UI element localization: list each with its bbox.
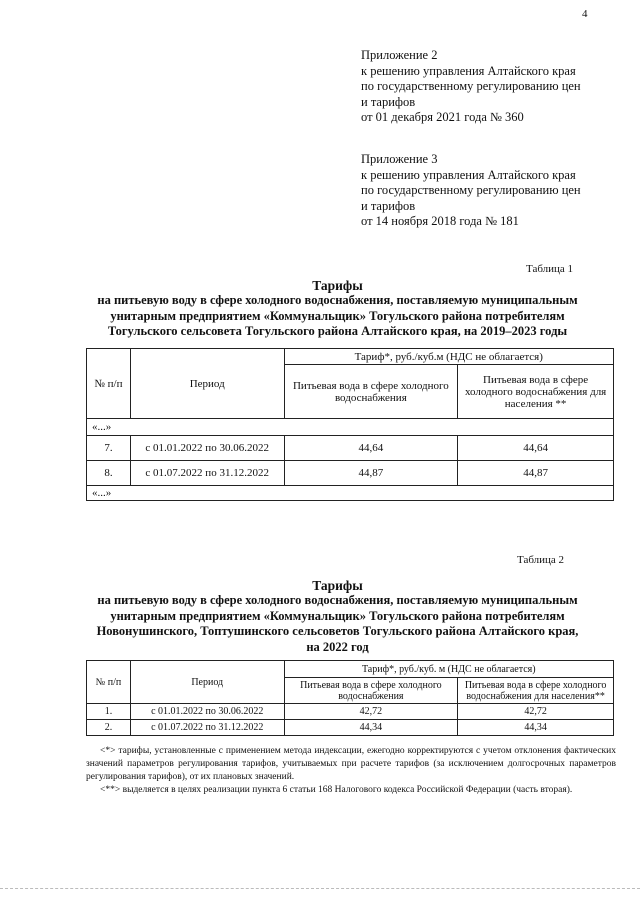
row-value-2: 44,87: [458, 461, 614, 486]
col-header-drinking-water: Питьевая вода в сфере холодного водоснабжения: [284, 678, 458, 704]
table-1-label: Таблица 1: [526, 263, 574, 275]
col-header-period: Период: [130, 661, 284, 704]
appendix-2-header: [361, 48, 621, 126]
row-value-1: 44,64: [284, 436, 458, 461]
col-header-period: Период: [130, 349, 284, 419]
table-row: [87, 720, 614, 736]
footnotes: [86, 745, 616, 797]
footnote-1: <*> тарифы, установленные с применением метода индексации, ежегодно корректируются с учетом отклонения фактических значений параметров регулирования тарифов, учитываемых при расчете тарифов (за исключением долгосрочных параметров регулирования тарифов), от их плановых значений.: [86, 746, 616, 782]
row-period: с 01.07.2022 по 31.12.2022: [130, 720, 284, 736]
appendix-3-header: [361, 152, 621, 230]
col-header-population: Питьевая вода в сфере холодного водоснабжения для населения**: [458, 678, 614, 704]
ellipsis-row: «...»: [87, 419, 614, 436]
table-1-title: [60, 278, 615, 340]
appendix-2-line: и тарифов: [361, 94, 416, 109]
page-number: 4: [582, 8, 588, 20]
tariff-table-1: [86, 348, 614, 501]
table-2-label: Таблица 2: [517, 554, 565, 566]
table-row: [87, 436, 614, 461]
table-2-title: [60, 578, 615, 655]
table-2-title-line: на 2022 год: [306, 639, 369, 654]
col-header-tariff: Тариф*, руб./куб. м (НДС не облагается): [284, 661, 613, 678]
table-2-title-line: Новонушинского, Топтушинского сельсоветов Тогульского района Алтайского края,: [96, 624, 579, 639]
row-value-2: 42,72: [458, 704, 614, 720]
appendix-3-line: Приложение 3: [361, 152, 438, 166]
appendix-3-line: от 14 ноября 2018 года № 181: [361, 214, 519, 229]
col-header-population: Питьевая вода в сфере холодного водоснабжения для населения **: [458, 365, 614, 419]
row-num: 7.: [87, 436, 131, 461]
tariff-table-2: [86, 660, 614, 736]
page-bottom-edge: [0, 888, 640, 889]
row-value-1: 44,34: [284, 720, 458, 736]
appendix-2-line: по государственному регулированию цен: [361, 79, 581, 94]
table-1-title-line: Тарифы: [312, 278, 363, 293]
col-header-num: № п/п: [87, 349, 131, 419]
col-header-tariff: Тариф*, руб./куб.м (НДС не облагается): [284, 349, 613, 365]
row-value-2: 44,34: [458, 720, 614, 736]
col-header-drinking-water: Питьевая вода в сфере холодного водоснабжения: [284, 365, 458, 419]
col-header-num: № п/п: [87, 661, 131, 704]
appendix-2-line: от 01 декабря 2021 года № 360: [361, 110, 524, 125]
row-period: с 01.01.2022 по 30.06.2022: [130, 704, 284, 720]
table-1-title-line: унитарным предприятием «Коммунальщик» Тогульского района потребителям: [110, 308, 565, 323]
table-row: [87, 461, 614, 486]
appendix-3-line: к решению управления Алтайского края: [361, 167, 576, 182]
table-2-title-line: на питьевую воду в сфере холодного водоснабжения, поставляемую муниципальным: [97, 593, 578, 608]
row-value-1: 44,87: [284, 461, 458, 486]
appendix-3-line: по государственному регулированию цен: [361, 183, 581, 198]
appendix-3-line: и тарифов: [361, 198, 416, 213]
row-period: с 01.01.2022 по 30.06.2022: [130, 436, 284, 461]
table-1-title-line: Тогульского сельсовета Тогульского района Алтайского края, на 2019–2023 годы: [107, 324, 568, 339]
table-2-title-line: унитарным предприятием «Коммунальщик» Тогульского района потребителям: [110, 608, 565, 623]
footnote-2: <**> выделяется в целях реализации пункта 6 статьи 168 Налогового кодекса Российской Федерации (часть вторая).: [100, 785, 573, 795]
row-num: 8.: [87, 461, 131, 486]
appendix-2-line: к решению управления Алтайского края: [361, 63, 576, 78]
table-1-title-line: на питьевую воду в сфере холодного водоснабжения, поставляемую муниципальным: [97, 293, 578, 308]
appendix-2-line: Приложение 2: [361, 48, 438, 62]
row-period: с 01.07.2022 по 31.12.2022: [130, 461, 284, 486]
row-num: 2.: [87, 720, 131, 736]
row-value-2: 44,64: [458, 436, 614, 461]
row-value-1: 42,72: [284, 704, 458, 720]
table-row: [87, 704, 614, 720]
table-2-title-line: Тарифы: [312, 578, 363, 593]
row-num: 1.: [87, 704, 131, 720]
ellipsis-row: «...»: [87, 486, 614, 501]
